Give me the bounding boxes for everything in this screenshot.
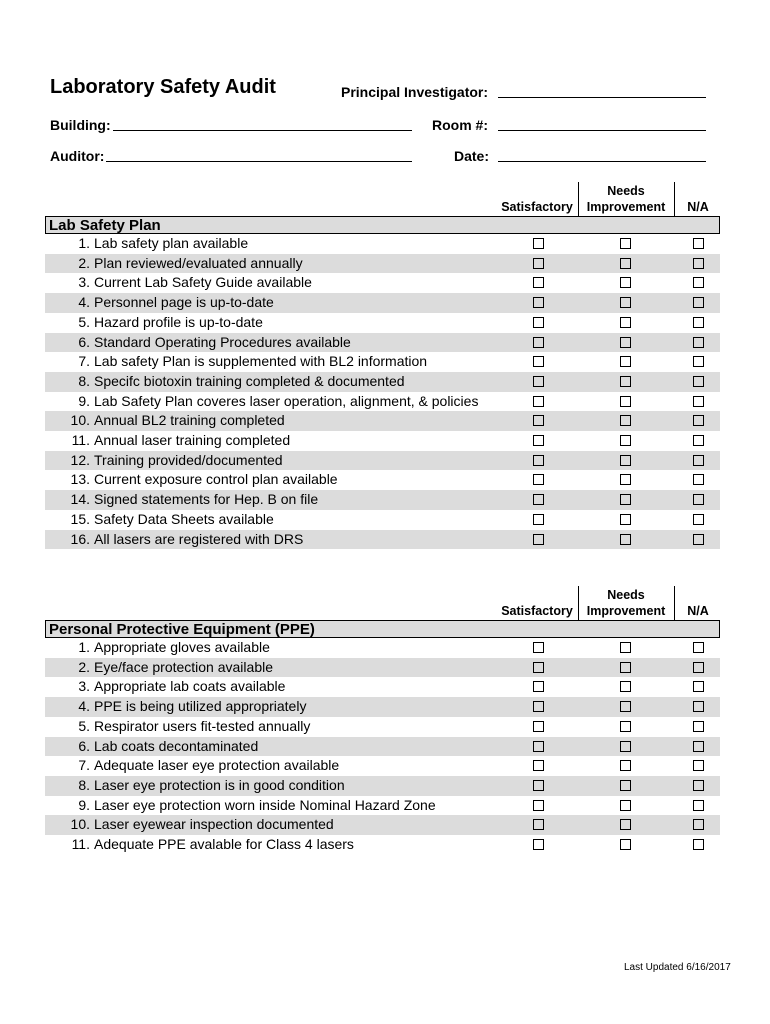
needs-improvement-checkbox[interactable] [620, 514, 631, 525]
na-checkbox[interactable] [693, 435, 704, 446]
item-number: 13. [70, 471, 90, 488]
na-checkbox[interactable] [693, 317, 704, 328]
satisfactory-checkbox[interactable] [533, 258, 544, 269]
satisfactory-checkbox[interactable] [533, 760, 544, 771]
item-number: 11. [71, 432, 90, 448]
col-na: N/A [687, 200, 709, 214]
na-checkbox[interactable] [693, 819, 704, 830]
needs-improvement-checkbox[interactable] [620, 415, 631, 426]
satisfactory-checkbox[interactable] [533, 721, 544, 732]
col-improvement: Improvement [586, 200, 666, 214]
col-satisfactory: Satisfactory [501, 604, 573, 618]
needs-improvement-checkbox[interactable] [620, 396, 631, 407]
auditor-label: Auditor: [50, 148, 105, 164]
satisfactory-checkbox[interactable] [533, 435, 544, 446]
item-number: 9. [78, 392, 90, 409]
checklist-row [45, 530, 720, 550]
col-divider [674, 586, 675, 620]
checklist-row [45, 490, 720, 510]
building-label: Building: [50, 117, 111, 133]
satisfactory-checkbox[interactable] [533, 819, 544, 830]
item-text: Annual laser training completed [94, 432, 291, 448]
col-needs: Needs [607, 588, 645, 602]
satisfactory-checkbox[interactable] [533, 494, 544, 505]
checklist-row [45, 815, 720, 835]
satisfactory-checkbox[interactable] [533, 780, 544, 791]
checklist-row [45, 392, 720, 412]
col-divider [674, 182, 675, 216]
item-text: PPE is being utilized appropriately [94, 698, 307, 715]
needs-improvement-checkbox[interactable] [620, 317, 631, 328]
needs-improvement-checkbox[interactable] [620, 741, 631, 752]
item-text: Hazard profile is up-to-date [94, 313, 263, 330]
item-number: 8. [78, 372, 90, 389]
item-text: Safety Data Sheets available [94, 510, 274, 527]
item-text: Laser eye protection worn inside Nominal Hazard Zone [94, 796, 436, 813]
satisfactory-checkbox[interactable] [533, 455, 544, 466]
satisfactory-checkbox[interactable] [533, 839, 544, 850]
checklist-row [45, 835, 720, 855]
checklist-row [45, 697, 720, 717]
na-checkbox[interactable] [693, 681, 704, 692]
na-checkbox[interactable] [693, 474, 704, 485]
item-text: Lab Safety Plan coveres laser operation, alignment, & policies [94, 392, 479, 409]
col-needs: Needs [607, 184, 645, 198]
na-checkbox[interactable] [693, 337, 704, 348]
item-text: Appropriate gloves available [94, 639, 270, 655]
date-field[interactable] [498, 161, 706, 162]
na-checkbox[interactable] [693, 396, 704, 407]
item-text: Personnel page is up-to-date [94, 294, 274, 311]
item-number: 3. [78, 678, 90, 695]
needs-improvement-checkbox[interactable] [620, 721, 631, 732]
checklist-row [45, 431, 720, 451]
col-divider [578, 182, 579, 216]
checklist-row [45, 658, 720, 678]
satisfactory-checkbox[interactable] [533, 277, 544, 288]
item-number: 4. [78, 698, 90, 715]
item-number: 7. [78, 757, 90, 774]
item-text: Annual BL2 training completed [94, 412, 285, 429]
checklist-row [45, 234, 720, 254]
checklist-row [45, 677, 720, 697]
na-checkbox[interactable] [693, 721, 704, 732]
needs-improvement-checkbox[interactable] [620, 297, 631, 308]
needs-improvement-checkbox[interactable] [620, 376, 631, 387]
item-text: Current Lab Safety Guide available [94, 274, 312, 291]
item-number: 7. [78, 353, 90, 370]
satisfactory-checkbox[interactable] [533, 741, 544, 752]
na-checkbox[interactable] [693, 662, 704, 673]
satisfactory-checkbox[interactable] [533, 534, 544, 545]
item-number: 6. [78, 333, 90, 350]
last-updated: Last Updated 6/16/2017 [624, 962, 731, 973]
checklist-row [45, 313, 720, 333]
needs-improvement-checkbox[interactable] [620, 238, 631, 249]
needs-improvement-checkbox[interactable] [620, 681, 631, 692]
item-text: Plan reviewed/evaluated annually [94, 254, 303, 271]
item-text: Lab coats decontaminated [94, 737, 259, 754]
col-satisfactory: Satisfactory [501, 200, 573, 214]
item-number: 12. [70, 451, 90, 468]
checklist-row [45, 372, 720, 392]
item-text: Lab safety plan available [94, 235, 249, 251]
na-checkbox[interactable] [693, 356, 704, 367]
checklist-row [45, 776, 720, 796]
checklist-row [45, 796, 720, 816]
checklist-row [45, 411, 720, 431]
na-checkbox[interactable] [693, 258, 704, 269]
satisfactory-checkbox[interactable] [533, 642, 544, 653]
room-field[interactable] [498, 130, 706, 131]
room-label: Room #: [432, 117, 488, 133]
item-text: Eye/face protection available [94, 658, 273, 675]
item-number: 10. [70, 412, 90, 429]
col-improvement: Improvement [586, 604, 666, 618]
needs-improvement-checkbox[interactable] [620, 701, 631, 712]
na-checkbox[interactable] [693, 839, 704, 850]
satisfactory-checkbox[interactable] [533, 662, 544, 673]
item-number: 8. [78, 776, 90, 793]
satisfactory-checkbox[interactable] [533, 474, 544, 485]
checklist-row [45, 470, 720, 490]
item-number: 1. [78, 235, 90, 251]
satisfactory-checkbox[interactable] [533, 396, 544, 407]
na-checkbox[interactable] [693, 642, 704, 653]
page-title: Laboratory Safety Audit [50, 76, 276, 98]
item-number: 16. [70, 530, 90, 547]
na-checkbox[interactable] [693, 494, 704, 505]
item-text: Laser eye protection is in good condition [94, 776, 345, 793]
col-na: N/A [687, 604, 709, 618]
needs-improvement-checkbox[interactable] [620, 337, 631, 348]
satisfactory-checkbox[interactable] [533, 681, 544, 692]
item-number: 9. [78, 796, 90, 813]
auditor-field[interactable] [106, 161, 412, 162]
item-number: 10. [70, 816, 90, 833]
satisfactory-checkbox[interactable] [533, 415, 544, 426]
date-label: Date: [454, 148, 490, 164]
item-text: Training provided/documented [94, 451, 283, 468]
needs-improvement-checkbox[interactable] [620, 494, 631, 505]
item-text: Lab safety Plan is supplemented with BL2 information [94, 353, 428, 370]
checklist-row [45, 352, 720, 372]
building-field[interactable] [113, 130, 412, 131]
item-text: Adequate laser eye protection available [94, 757, 340, 774]
na-checkbox[interactable] [693, 376, 704, 387]
checklist-row [45, 333, 720, 353]
needs-improvement-checkbox[interactable] [620, 800, 631, 811]
needs-improvement-checkbox[interactable] [620, 642, 631, 653]
checklist-row [45, 717, 720, 737]
needs-improvement-checkbox[interactable] [620, 474, 631, 485]
needs-improvement-checkbox[interactable] [620, 534, 631, 545]
item-number: 5. [78, 313, 90, 330]
satisfactory-checkbox[interactable] [533, 701, 544, 712]
na-checkbox[interactable] [693, 238, 704, 249]
item-number: 11. [71, 836, 90, 852]
item-number: 1. [78, 639, 90, 655]
satisfactory-checkbox[interactable] [533, 356, 544, 367]
pi-field[interactable] [498, 97, 706, 98]
item-text: Current exposure control plan available [94, 471, 338, 488]
na-checkbox[interactable] [693, 297, 704, 308]
needs-improvement-checkbox[interactable] [620, 277, 631, 288]
item-text: Laser eyewear inspection documented [94, 816, 334, 833]
needs-improvement-checkbox[interactable] [620, 258, 631, 269]
checklist-row [45, 737, 720, 757]
checklist-row [45, 451, 720, 471]
item-number: 2. [78, 254, 90, 271]
satisfactory-checkbox[interactable] [533, 238, 544, 249]
item-number: 14. [70, 491, 90, 508]
satisfactory-checkbox[interactable] [533, 317, 544, 328]
needs-improvement-checkbox[interactable] [620, 780, 631, 791]
item-text: All lasers are registered with DRS [94, 530, 304, 547]
item-text: Adequate PPE avalable for Class 4 lasers [94, 836, 354, 852]
satisfactory-checkbox[interactable] [533, 297, 544, 308]
item-number: 3. [78, 274, 90, 291]
na-checkbox[interactable] [693, 760, 704, 771]
checklist-row [45, 638, 720, 658]
na-checkbox[interactable] [693, 277, 704, 288]
checklist-row [45, 510, 720, 530]
col-divider [578, 586, 579, 620]
na-checkbox[interactable] [693, 701, 704, 712]
na-checkbox[interactable] [693, 514, 704, 525]
pi-label: Principal Investigator: [341, 84, 489, 100]
na-checkbox[interactable] [693, 415, 704, 426]
na-checkbox[interactable] [693, 534, 704, 545]
item-text: Standard Operating Procedures available [94, 333, 351, 350]
needs-improvement-checkbox[interactable] [620, 819, 631, 830]
checklist-row [45, 273, 720, 293]
needs-improvement-checkbox[interactable] [620, 839, 631, 850]
item-number: 15. [70, 510, 90, 527]
satisfactory-checkbox[interactable] [533, 337, 544, 348]
na-checkbox[interactable] [693, 455, 704, 466]
needs-improvement-checkbox[interactable] [620, 662, 631, 673]
satisfactory-checkbox[interactable] [533, 376, 544, 387]
needs-improvement-checkbox[interactable] [620, 356, 631, 367]
checklist-row [45, 254, 720, 274]
section-header-ppe: Personal Protective Equipment (PPE) [45, 620, 720, 638]
item-text: Appropriate lab coats available [94, 678, 286, 695]
item-text: Signed statements for Hep. B on file [94, 491, 319, 508]
item-number: 6. [78, 737, 90, 754]
item-number: 4. [78, 294, 90, 311]
satisfactory-checkbox[interactable] [533, 800, 544, 811]
section-header-lab-safety-plan: Lab Safety Plan [45, 216, 720, 234]
checklist-row [45, 756, 720, 776]
item-number: 5. [78, 717, 90, 734]
na-checkbox[interactable] [693, 741, 704, 752]
item-number: 2. [78, 658, 90, 675]
na-checkbox[interactable] [693, 800, 704, 811]
needs-improvement-checkbox[interactable] [620, 760, 631, 771]
checklist-row [45, 293, 720, 313]
needs-improvement-checkbox[interactable] [620, 435, 631, 446]
na-checkbox[interactable] [693, 780, 704, 791]
item-text: Respirator users fit-tested annually [94, 717, 311, 734]
satisfactory-checkbox[interactable] [533, 514, 544, 525]
item-text: Specifc biotoxin training completed & documented [94, 372, 405, 389]
needs-improvement-checkbox[interactable] [620, 455, 631, 466]
